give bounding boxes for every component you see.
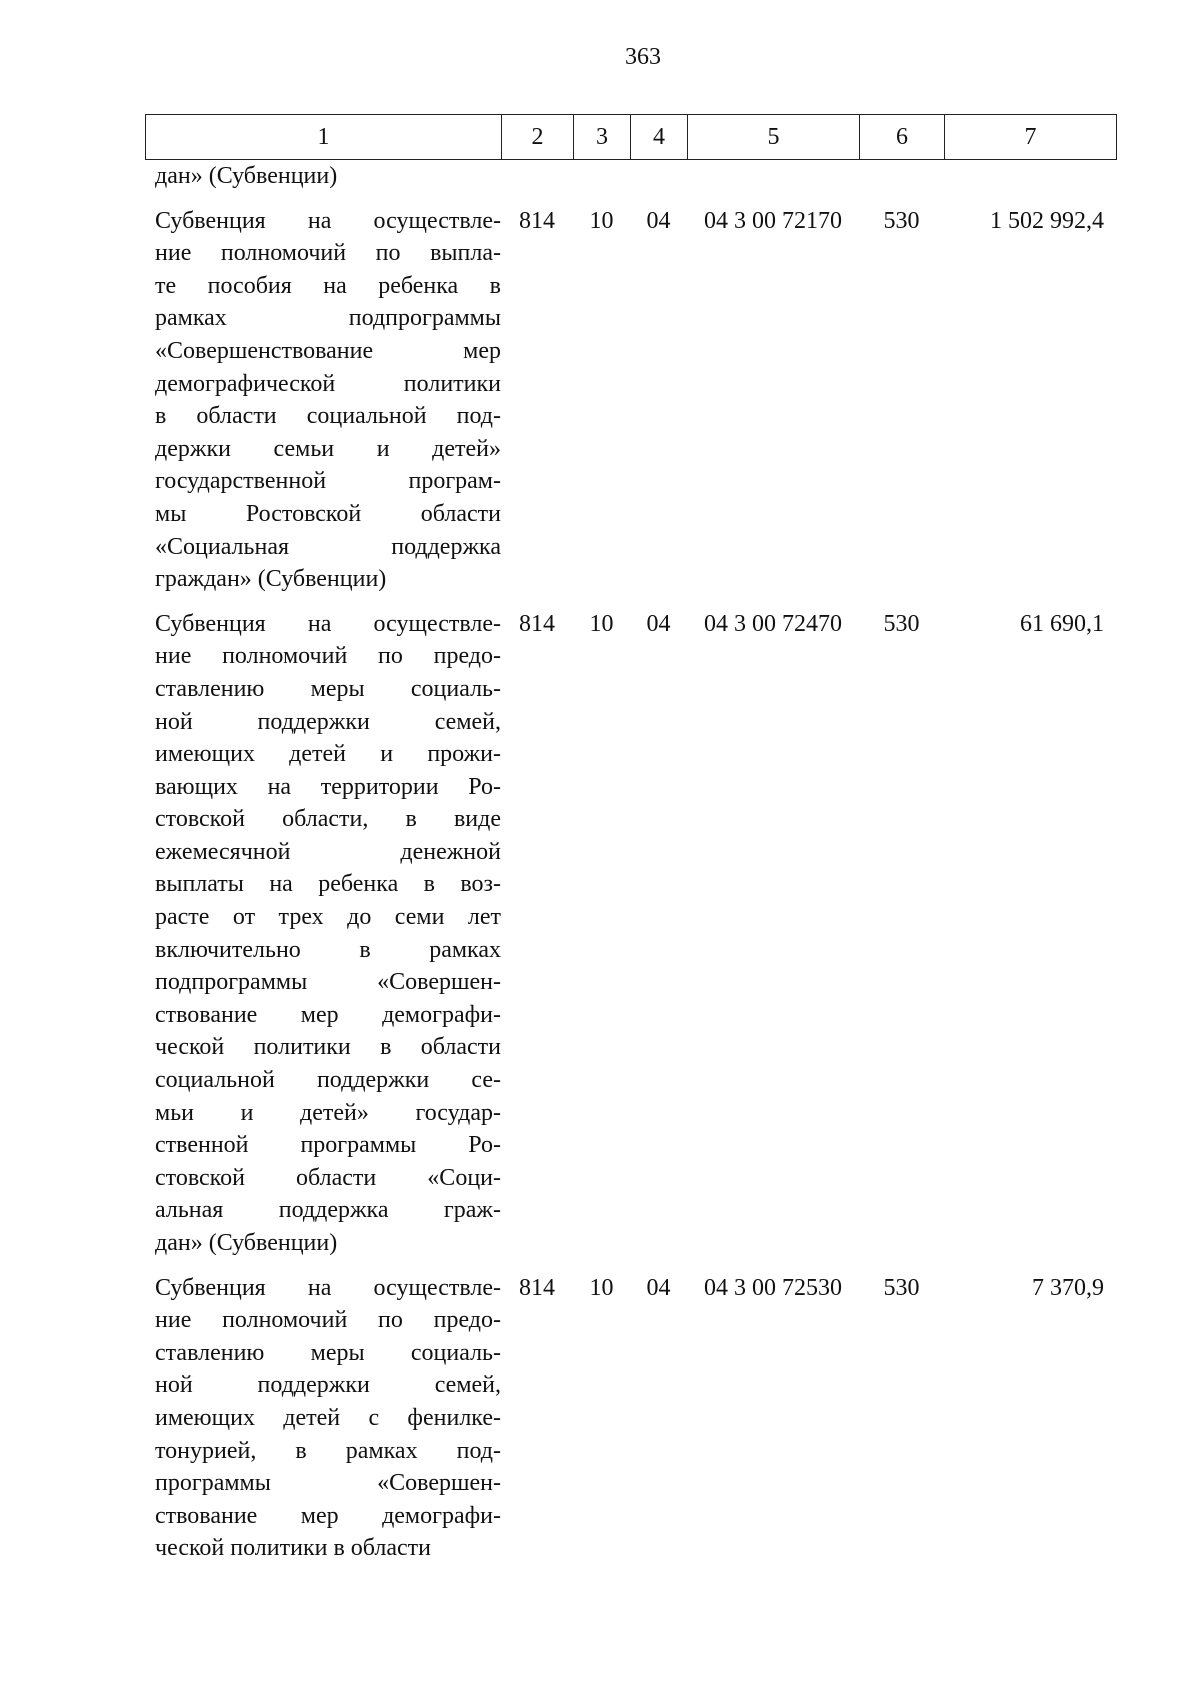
description-line: ние полномочий по выпла- (155, 240, 501, 267)
row-description (145, 596, 501, 1260)
cell-c7: 61 690,1 (1020, 610, 1104, 637)
header-col-4: 4 (631, 115, 688, 160)
description-line: ставлению меры социаль- (155, 675, 501, 702)
header-col-6: 6 (860, 115, 945, 160)
table-body (145, 160, 1116, 1565)
description-line: в области социальной под- (155, 403, 501, 430)
cell-c7: 7 370,9 (1032, 1274, 1104, 1301)
description-line: демографической политики (155, 370, 501, 397)
description-line: дан» (Субвенции) (155, 163, 338, 189)
table-header (145, 114, 1117, 160)
description-line: «Совершенствование мер (155, 337, 501, 364)
cell-c4: 04 (646, 207, 671, 234)
description-line: альная поддержка граж- (155, 1197, 501, 1224)
row-description (145, 1260, 501, 1565)
description-line: имеющих детей с фенилке- (155, 1404, 501, 1431)
continuation-text (145, 160, 501, 193)
description-line: подпрограммы «Совершен- (155, 969, 501, 996)
header-col-2: 2 (502, 115, 574, 160)
cell-c5: 04 3 00 72170 (704, 207, 842, 234)
description-line: Субвенция на осуществле- (155, 610, 501, 637)
cell-c3: 10 (589, 610, 614, 637)
description-line: стовской области «Соци- (155, 1164, 501, 1191)
description-line: Субвенция на осуществле- (155, 207, 501, 234)
continuation-row (145, 160, 1116, 193)
cell-c3: 10 (589, 207, 614, 234)
description-line: тонурией, в рамках под- (155, 1437, 501, 1464)
description-line: ческой политики в области (155, 1034, 501, 1061)
description-line: граждан» (Субвенции) (155, 566, 387, 593)
description-line: ние полномочий по предо- (155, 1307, 501, 1334)
description-line: мы Ростовской области (155, 500, 501, 527)
description-line: ной поддержки семей, (155, 708, 501, 735)
cell-c7: 1 502 992,4 (990, 207, 1104, 234)
description-line: государственной програм- (155, 468, 501, 495)
description-line: ежемесячной денежной (155, 838, 501, 865)
description-line: имеющих детей и прожи- (155, 741, 501, 768)
header-col-3: 3 (574, 115, 631, 160)
cell-c6: 530 (883, 1274, 920, 1301)
description-line: выплаты на ребенка в воз- (155, 871, 501, 898)
description-line: держки семьи и детей» (155, 435, 501, 462)
cell-c5: 04 3 00 72470 (704, 610, 842, 637)
description-line: «Социальная поддержка (155, 533, 501, 560)
description-line: ствование мер демографи- (155, 1502, 501, 1529)
table-row (145, 596, 1116, 1260)
description-line: ственной программы Ро- (155, 1132, 501, 1159)
header-col-5: 5 (688, 115, 860, 160)
description-line: Субвенция на осуществле- (155, 1274, 501, 1301)
cell-c4: 04 (646, 610, 671, 637)
cell-c5: 04 3 00 72530 (704, 1274, 842, 1301)
row-description (145, 193, 501, 596)
table-row (145, 193, 1116, 596)
description-line: те пособия на ребенка в (155, 272, 501, 299)
description-line: стовской области, в виде (155, 806, 501, 833)
header-row (146, 115, 1117, 160)
description-line: социальной поддержки се- (155, 1067, 501, 1094)
cell-c6: 530 (883, 610, 920, 637)
description-line: ческой политики в области (155, 1535, 431, 1562)
description-line: рамках подпрограммы (155, 305, 501, 332)
cell-c6: 530 (883, 207, 920, 234)
description-line: расте от трех до семи лет (155, 904, 501, 931)
description-line: дан» (Субвенции) (155, 1230, 338, 1256)
header-col-1: 1 (146, 115, 502, 160)
cell-c4: 04 (646, 1274, 671, 1301)
description-line: мьи и детей» государ- (155, 1099, 501, 1126)
description-line: ние полномочий по предо- (155, 643, 501, 670)
cell-c2: 814 (519, 207, 555, 234)
header-col-7: 7 (945, 115, 1117, 160)
description-line: включительно в рамках (155, 936, 501, 963)
description-line: ной поддержки семей, (155, 1372, 501, 1399)
description-line: ствование мер демографи- (155, 1001, 501, 1028)
description-line: программы «Совершен- (155, 1470, 501, 1497)
cell-c2: 814 (519, 610, 555, 637)
page-number: 363 (625, 44, 661, 70)
description-line: вающих на территории Ро- (155, 773, 501, 800)
table-row (145, 1260, 1116, 1565)
cell-c3: 10 (589, 1274, 614, 1301)
description-line: ставлению меры социаль- (155, 1339, 501, 1366)
cell-c2: 814 (519, 1274, 555, 1301)
